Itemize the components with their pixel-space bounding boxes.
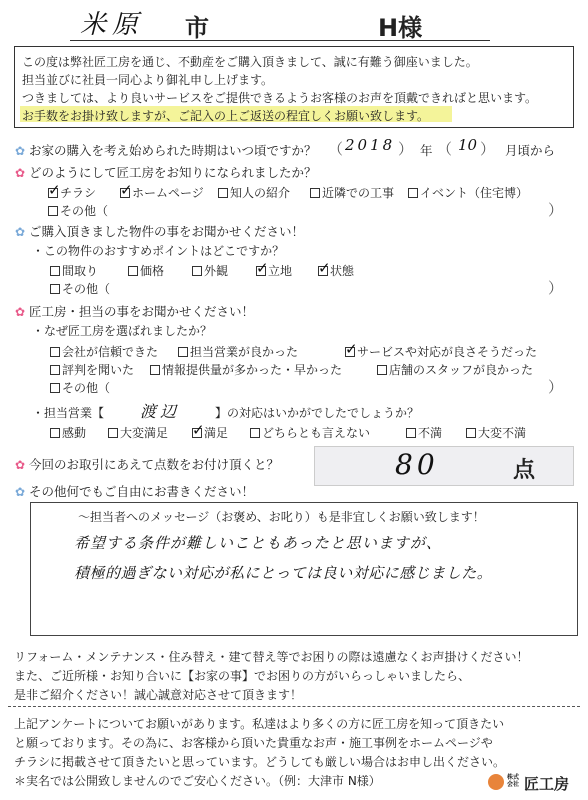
checkbox[interactable] bbox=[128, 266, 138, 276]
q3-label: ご購入頂きました物件の事をお聞かせください！ bbox=[29, 224, 305, 239]
intro-line-1: この度は弊社匠工房を通じ、不動産をご購入頂きまして、誠に有難う御座いました。 bbox=[22, 55, 478, 69]
q1-paren-open: （ bbox=[328, 140, 344, 158]
footer-line-2: また、ご近所様・お知り合いに【お家の事】でお困りの方がいらっしゃいましたら、 bbox=[14, 669, 471, 683]
q4-staff-suffix: 】の対応はいかがでしたでしょうか？ bbox=[215, 406, 420, 420]
q4-option-information[interactable]: 情報提供量が多かった・早かった bbox=[150, 361, 342, 378]
q1-year-label: 年 bbox=[420, 143, 433, 158]
q3-option-condition[interactable]: ✓ 状態 bbox=[318, 262, 354, 279]
q3-option-other[interactable]: その他（ bbox=[50, 280, 110, 297]
q2-option-event[interactable]: イベント（住宅博） bbox=[408, 184, 528, 201]
q4-rating-very-dissatisfied[interactable]: 大変不満 bbox=[466, 424, 526, 441]
q1-label: お家の購入を考え始められた時期はいつ頃ですか？ bbox=[29, 143, 317, 158]
q4-sub: ・なぜ匠工房を選ばれましたか？ bbox=[32, 324, 213, 338]
comment-box-title: ～担当者へのメッセージ（お褒め、お叱り）も是非宜しくお願い致します！ bbox=[78, 510, 485, 524]
q2-label: どのようにして匠工房をお知りになられましたか？ bbox=[29, 165, 317, 180]
q3-other-close: ） bbox=[548, 279, 564, 297]
notice-line-1: 上記アンケートについてお願いがあります。私達はより多くの方に匠工房を知って頂きたい bbox=[14, 717, 505, 731]
q4-label: 匠工房・担当の事をお聞かせください！ bbox=[29, 304, 255, 319]
checkbox[interactable] bbox=[250, 428, 260, 438]
checkbox[interactable] bbox=[377, 365, 387, 375]
q4-option-service[interactable]: ✓ サービスや対応が良さそうだった bbox=[345, 343, 537, 360]
q6-row bbox=[14, 482, 254, 500]
customer-name: H様 bbox=[378, 14, 423, 42]
q4-rating-moved[interactable]: 感動 bbox=[50, 424, 86, 441]
logo-company-type: 株式会社 bbox=[507, 774, 520, 788]
city-suffix: 市 bbox=[185, 14, 209, 42]
flower-icon: ✿ bbox=[14, 485, 26, 499]
q3-row bbox=[14, 222, 304, 240]
q4-option-trust[interactable]: 会社が信頼できた bbox=[50, 343, 158, 360]
q2-option-homepage[interactable]: ✓ ホームページ bbox=[120, 184, 204, 201]
flower-icon: ✿ bbox=[14, 166, 26, 180]
q4-other-close: ） bbox=[548, 378, 564, 396]
q4-option-reputation[interactable]: 評判を聞いた bbox=[50, 361, 134, 378]
checkbox[interactable] bbox=[310, 188, 320, 198]
score-value: 80 bbox=[395, 448, 439, 481]
q1-row bbox=[14, 141, 317, 159]
q5-label: 今回のお取引にあえて点数をお付け頂くと？ bbox=[29, 457, 280, 472]
checkbox[interactable] bbox=[406, 428, 416, 438]
header-underline bbox=[70, 40, 490, 41]
footer-divider bbox=[8, 706, 580, 707]
checkbox[interactable] bbox=[50, 266, 60, 276]
checkbox[interactable] bbox=[345, 347, 355, 357]
logo-mark-icon bbox=[488, 774, 504, 790]
notice-line-4: ＊実名では公開致しませんのでご安心ください。（例：大津市 N様） bbox=[14, 774, 381, 788]
checkbox[interactable] bbox=[178, 347, 188, 357]
flower-icon: ✿ bbox=[14, 305, 26, 319]
q4-staff-name: 渡辺 bbox=[140, 402, 181, 421]
q4-option-other[interactable]: その他（ bbox=[50, 379, 110, 396]
q1-paren-close: ） bbox=[398, 140, 414, 158]
q2-option-other[interactable]: その他（ bbox=[48, 202, 108, 219]
footer-line-1: リフォーム・メンテナンス・住み替え・建て替え等でお困りの際は遠慮なくお声掛けください！ bbox=[14, 650, 529, 664]
q5-row bbox=[14, 455, 279, 473]
customer-city: 米原 bbox=[80, 10, 145, 40]
q2-option-flyer[interactable]: ✓チラシ bbox=[48, 184, 96, 201]
notice-line-3: チラシに掲載させて頂きたいと思っています。どうしても厳しい場合はお申し出ください。 bbox=[14, 755, 506, 769]
checkbox[interactable] bbox=[48, 188, 58, 198]
q4-row bbox=[14, 302, 254, 320]
checkbox[interactable] bbox=[318, 266, 328, 276]
checkbox[interactable] bbox=[50, 365, 60, 375]
logo-name: 匠工房 bbox=[524, 775, 570, 793]
q1-month-label: 月頃から bbox=[505, 143, 556, 158]
checkbox[interactable] bbox=[150, 365, 160, 375]
intro-line-4: お手数をお掛け致しますが、ご記入の上ご返送の程宜しくお願い致します。 bbox=[22, 109, 430, 123]
q4-rating-neutral[interactable]: どちらとも言えない bbox=[250, 424, 370, 441]
flower-icon: ✿ bbox=[14, 144, 26, 158]
q1-month-paren-close: ） bbox=[480, 140, 496, 158]
intro-line-3: つきましては、より良いサービスをご提供できるようお客様のお声を頂戴できればと思います。 bbox=[22, 91, 538, 105]
q2-option-nearby-work[interactable]: 近隣での工事 bbox=[310, 184, 394, 201]
q4-option-staff[interactable]: 店舗のスタッフが良かった bbox=[377, 361, 533, 378]
q1-month-value: 10 bbox=[458, 136, 478, 154]
q3-sub: ・この物件のおすすめポイントはどこですか？ bbox=[32, 244, 285, 258]
flower-icon: ✿ bbox=[14, 458, 26, 472]
checkbox[interactable] bbox=[120, 188, 130, 198]
checkbox[interactable] bbox=[50, 428, 60, 438]
score-unit: 点 bbox=[513, 458, 536, 483]
q2-option-referral[interactable]: 知人の紹介 bbox=[218, 184, 290, 201]
checkbox[interactable] bbox=[192, 266, 202, 276]
q2-other-close: ） bbox=[548, 201, 564, 219]
checkbox[interactable] bbox=[108, 428, 118, 438]
q3-option-price[interactable]: 価格 bbox=[128, 262, 164, 279]
q4-rating-satisfied[interactable]: ✓ 満足 bbox=[192, 424, 228, 441]
footer-line-3: 是非ご紹介ください！誠心誠意対応させて頂きます！ bbox=[14, 688, 303, 702]
q1-year-value: 2018 bbox=[345, 136, 396, 154]
checkbox[interactable] bbox=[50, 284, 60, 294]
checkbox[interactable] bbox=[256, 266, 266, 276]
q4-staff-prefix: ・担当営業【 bbox=[32, 406, 105, 420]
checkbox[interactable] bbox=[466, 428, 476, 438]
q6-label: その他何でもご自由にお書きください！ bbox=[29, 484, 255, 499]
q3-option-layout[interactable]: 間取り bbox=[50, 262, 98, 279]
q1-month-paren-open: （ bbox=[437, 140, 453, 158]
q3-option-exterior[interactable]: 外観 bbox=[192, 262, 228, 279]
checkbox[interactable] bbox=[48, 206, 58, 216]
q3-option-location[interactable]: ✓ 立地 bbox=[256, 262, 292, 279]
flower-icon: ✿ bbox=[14, 225, 26, 239]
checkbox[interactable] bbox=[408, 188, 418, 198]
comment-line-1: 希望する条件が難しいこともあったと思いますが、 bbox=[74, 534, 442, 552]
q4-rating-dissatisfied[interactable]: 不満 bbox=[406, 424, 442, 441]
q4-rating-very-satisfied[interactable]: 大変満足 bbox=[108, 424, 168, 441]
q4-option-sales-rep[interactable]: 担当営業が良かった bbox=[178, 343, 298, 360]
checkbox[interactable] bbox=[192, 428, 202, 438]
q2-row bbox=[14, 163, 317, 181]
comment-line-2: 積極的過ぎない対応が私にとっては良い対応に感じました。 bbox=[74, 564, 493, 582]
checkbox[interactable] bbox=[50, 347, 60, 357]
checkbox[interactable] bbox=[218, 188, 228, 198]
intro-line-2: 担当並びに社員一同心より御礼申し上げます。 bbox=[22, 73, 274, 87]
notice-line-2: と願っております。その為に、お客様から頂いた貴重なお声・施工事例をホームページや bbox=[14, 736, 493, 750]
checkbox[interactable] bbox=[50, 383, 60, 393]
